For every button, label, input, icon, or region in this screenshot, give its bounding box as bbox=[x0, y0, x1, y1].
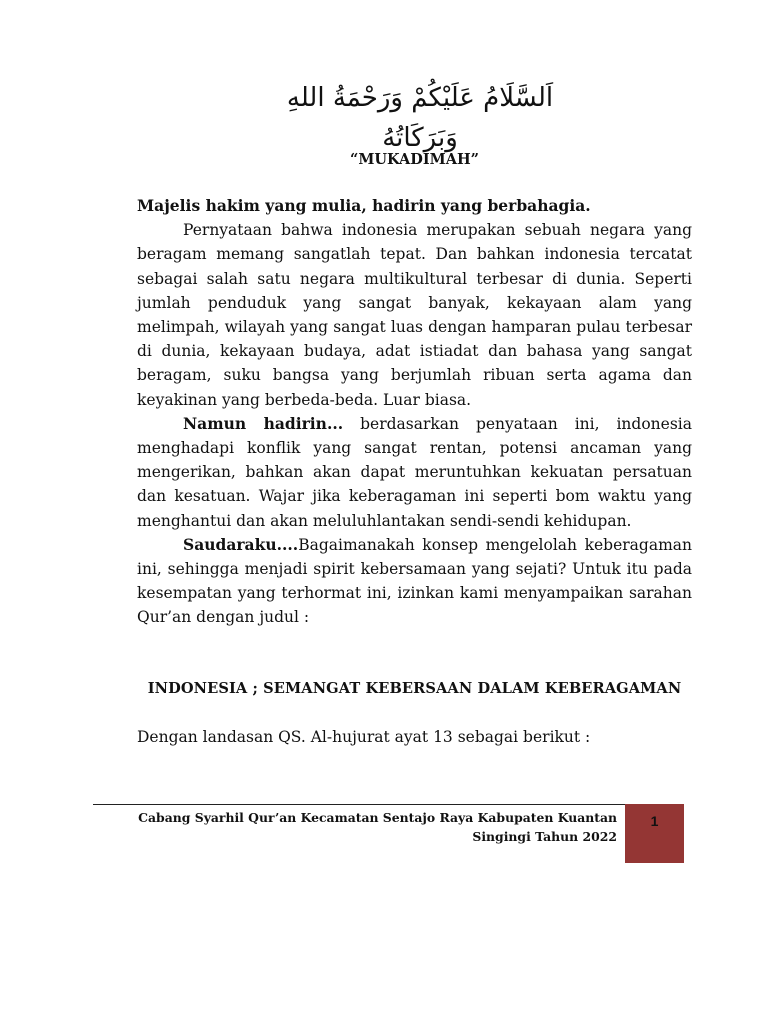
paragraph-intro: Pernyataan bahwa indonesia merupakan sebuah negara yang beragam memang sangatlah tepat. Dan bahkan indonesia tercatat sebagai salah satu negara multikultural terbesar di dunia. Seperti jumlah penduduk yang sangat banyak, kekayaan alam yang melimpah, wilayah yang sangat luas dengan hamparan pulau terbesar di dunia, kekayaan budaya, adat istiadat dan bahasa yang sangat beragam, suku bangsa yang berjumlah ribuan serta agama dan keyakinan yang berbeda-beda. Luar biasa. bbox=[137, 221, 692, 409]
paragraph-conflict bbox=[137, 412, 692, 533]
landasan-line: Dengan landasan QS. Al-hujurat ayat 13 sebagai berikut : bbox=[137, 728, 591, 746]
salutation: Majelis hakim yang mulia, hadirin yang berbahagia. bbox=[137, 196, 591, 215]
paragraph-lead-namun-hadirin: Namun hadirin... bbox=[183, 413, 344, 433]
paragraph-lead-saudaraku: Saudaraku.... bbox=[183, 534, 299, 554]
document-body bbox=[137, 194, 692, 630]
page-number-badge: 1 bbox=[625, 804, 684, 863]
footer-line-2: Singingi Tahun 2022 bbox=[472, 829, 617, 844]
page-title: “MUKADIMAH” bbox=[350, 151, 479, 168]
paragraph-question bbox=[137, 533, 692, 630]
arabic-greeting: اَلسَّلَامُ عَلَيْكُمْ وَرَحْمَةُ اللهِ وَبَرَكَاتُهُ bbox=[286, 83, 554, 153]
footer-divider bbox=[93, 804, 625, 805]
footer-caption bbox=[120, 808, 617, 846]
footer-line-1: Cabang Syarhil Qur’an Kecamatan Sentajo Raya Kabupaten Kuantan bbox=[138, 810, 617, 825]
paragraph-conflict-text: berdasarkan penyataan ini, indonesia menghadapi konflik yang sangat rentan, potensi ancaman yang mengerikan, bahkan akan dapat meruntuhkan kekuatan persatuan dan kesatuan. Wajar jika keberagaman ini seperti bom waktu yang menghantui dan akan meluluhlantakan sendi-sendi kehidupan. bbox=[137, 414, 692, 530]
section-heading: INDONESIA ; SEMANGAT KEBERSAAN DALAM KEBERAGAMAN bbox=[147, 680, 682, 697]
paragraph-question-text: Bagaimanakah konsep mengelolah keberagaman ini, sehingga menjadi spirit kebersamaan yang sejati? Untuk itu pada kesempatan yang terhormat ini, izinkan kami menyampaikan sarahan Qur’an dengan judul : bbox=[137, 535, 692, 627]
